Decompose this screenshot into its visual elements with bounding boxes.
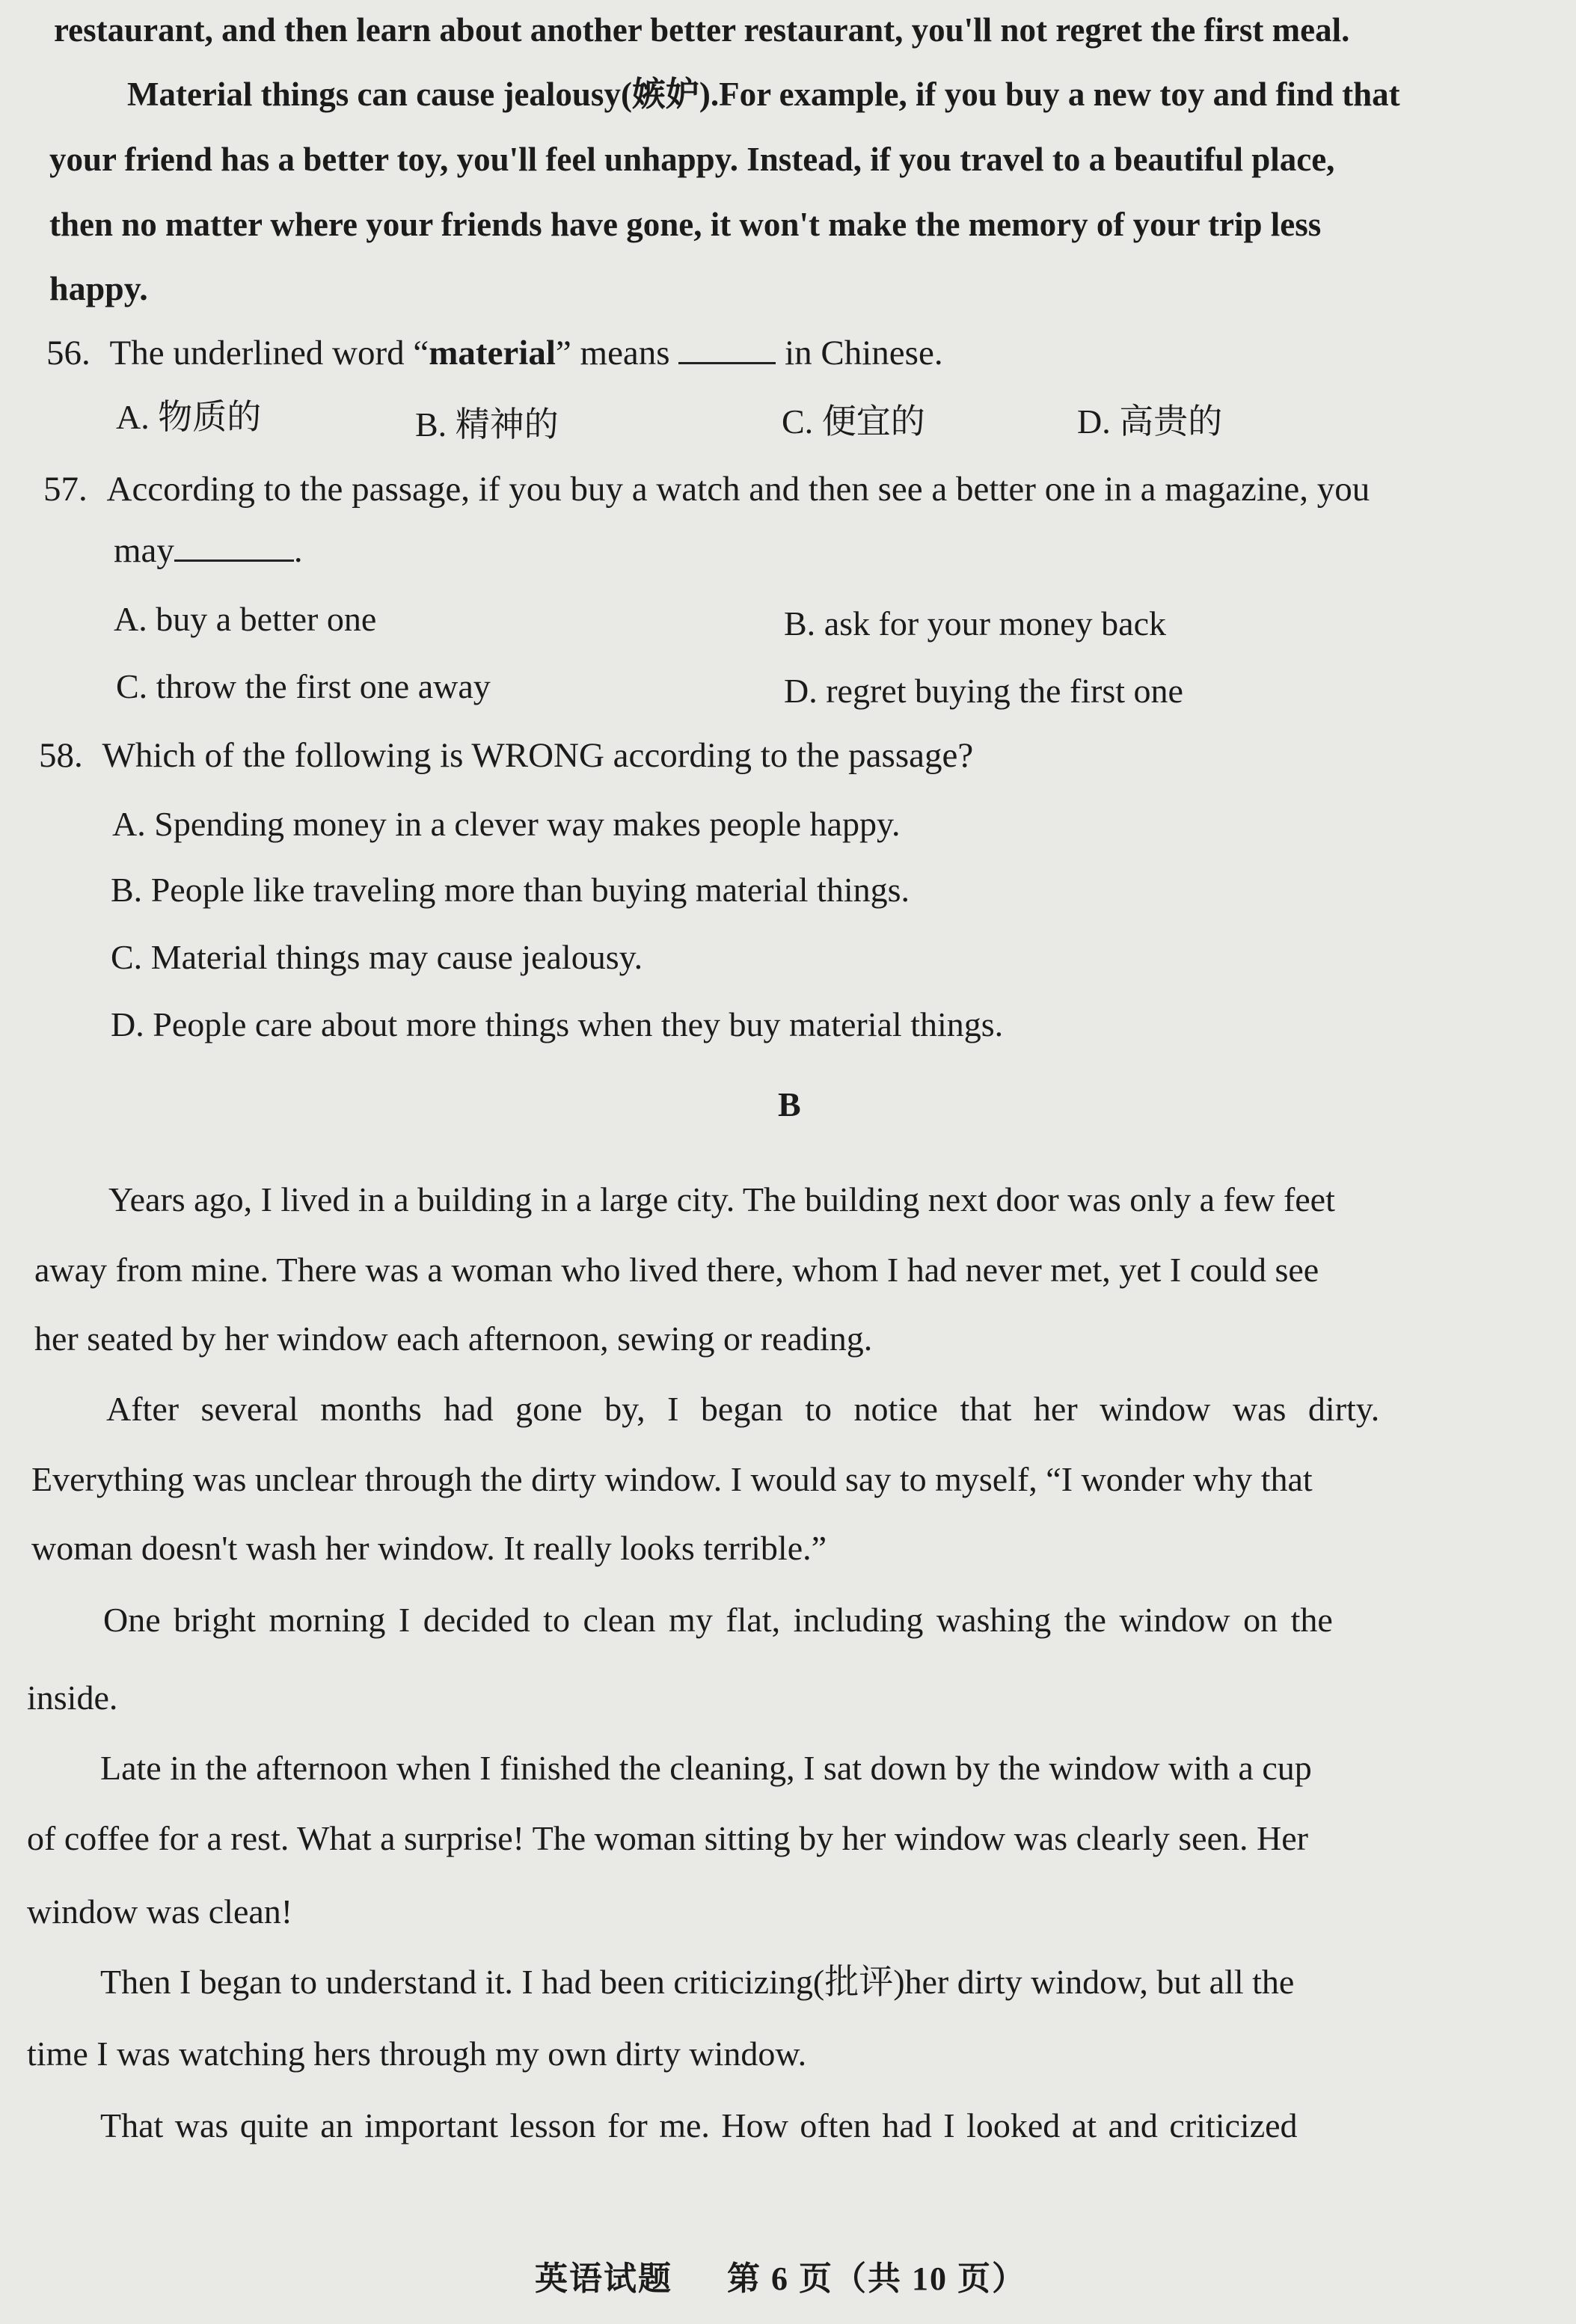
passage-line: happy. <box>49 269 148 307</box>
underlined-word: material <box>429 334 556 372</box>
option-58-b[interactable]: B. People like traveling more than buying material things. <box>111 871 910 909</box>
option-56-c[interactable]: C. 便宜的 <box>782 402 925 441</box>
question-text: According to the passage, if you buy a watch and then see a better one in a magazine, you <box>106 470 1370 509</box>
passage-line: Then I began to understand it. I had been criticizing(批评)her dirty window, but all the <box>100 1963 1295 2001</box>
option-56-a[interactable]: A. 物质的 <box>116 398 262 436</box>
question-56 <box>46 332 943 374</box>
question-number: 58. <box>39 736 83 775</box>
question-number: 56. <box>46 334 91 372</box>
question-text: in Chinese. <box>785 334 943 372</box>
page-footer <box>535 2251 1026 2299</box>
question-text: Which of the following is WRONG according to the passage? <box>102 736 974 775</box>
option-56-b[interactable]: B. 精神的 <box>415 405 559 444</box>
option-57-d[interactable]: D. regret buying the first one <box>784 672 1183 710</box>
question-text: ” means <box>555 334 670 372</box>
passage-line: inside. <box>27 1678 118 1717</box>
option-56-d[interactable]: D. 高贵的 <box>1077 402 1223 441</box>
passage-line: One bright morning I decided to clean my flat, including washing the window on the <box>103 1601 1333 1639</box>
section-heading: B <box>778 1085 801 1123</box>
option-57-c[interactable]: C. throw the first one away <box>116 667 491 705</box>
question-text: The underlined word “ <box>109 334 429 372</box>
passage-line: After several months had gone by, I began to notice that her window was dirty. <box>106 1390 1380 1428</box>
answer-blank <box>678 332 776 364</box>
option-57-b[interactable]: B. ask for your money back <box>784 604 1166 643</box>
option-58-a[interactable]: A. Spending money in a clever way makes people happy. <box>112 805 901 843</box>
footer-page-number: 第 6 页（共 10 页） <box>727 2260 1026 2297</box>
option-58-c[interactable]: C. Material things may cause jealousy. <box>111 938 643 976</box>
question-number: 57. <box>43 470 88 509</box>
passage-line: then no matter where your friends have gone, it won't make the memory of your trip less <box>49 206 1322 243</box>
passage-line: of coffee for a rest. What a surprise! The woman sitting by her window was clearly seen. Her <box>27 1819 1308 1857</box>
passage-line: your friend has a better toy, you'll feel unhappy. Instead, if you travel to a beautiful place, <box>49 141 1335 178</box>
passage-line: time I was watching hers through my own dirty window. <box>27 2035 807 2073</box>
passage-line: Years ago, I lived in a building in a large city. The building next door was only a few feet <box>108 1180 1335 1218</box>
question-57 <box>43 468 1370 510</box>
option-57-a[interactable]: A. buy a better one <box>114 600 377 638</box>
question-58 <box>39 735 973 776</box>
passage-line: away from mine. There was a woman who lived there, whom I had never met, yet I could see <box>34 1251 1319 1289</box>
passage-line: window was clean! <box>27 1892 293 1931</box>
answer-blank <box>174 530 294 562</box>
question-57-line2: may . <box>114 531 303 570</box>
passage-line: Material things can cause jealousy(嫉妒).For example, if you buy a new toy and find that <box>127 76 1400 113</box>
option-58-d[interactable]: D. People care about more things when they buy material things. <box>111 1005 1004 1043</box>
footer-subject: 英语试题 <box>535 2260 672 2297</box>
passage-line: woman doesn't wash her window. It really looks terrible.” <box>31 1529 827 1567</box>
passage-line: restaurant, and then learn about another better restaurant, you'll not regret the first meal. <box>54 11 1350 49</box>
passage-line: Everything was unclear through the dirty window. I would say to myself, “I wonder why that <box>31 1460 1313 1498</box>
passage-line: Late in the afternoon when I finished the cleaning, I sat down by the window with a cup <box>100 1749 1312 1787</box>
passage-line: her seated by her window each afternoon, sewing or reading. <box>34 1319 873 1358</box>
passage-line: That was quite an important lesson for me. How often had I looked at and criticized <box>100 2106 1298 2144</box>
